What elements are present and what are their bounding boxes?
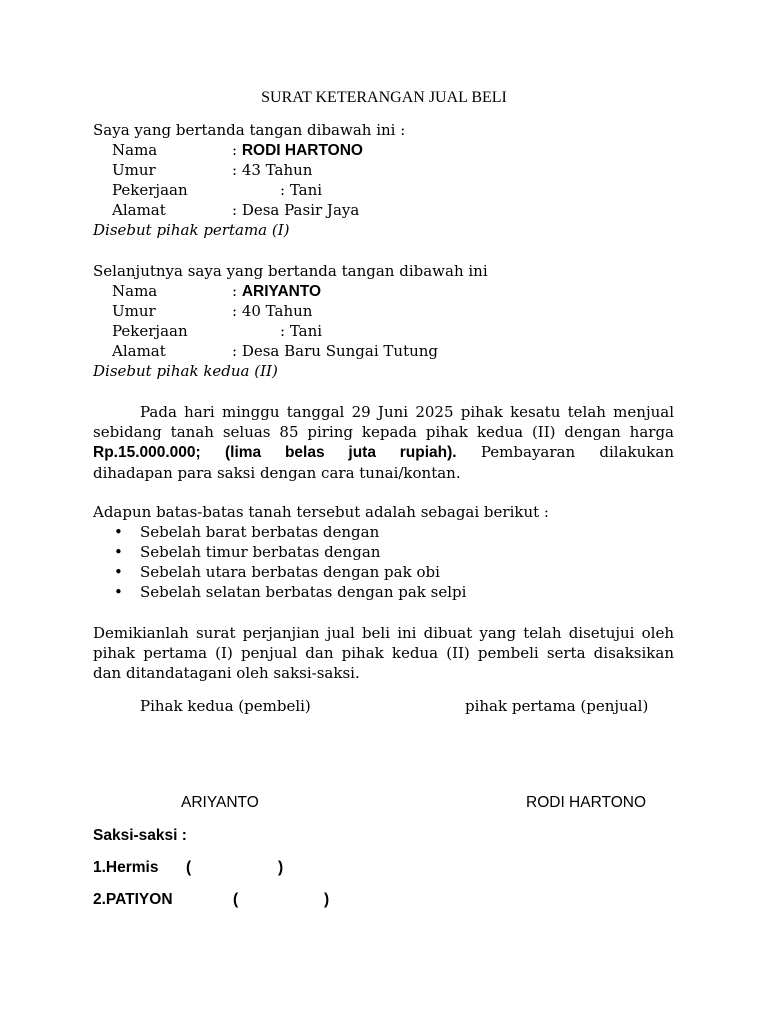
transaction-line-4: dihadapan para saksi dengan cara tunai/kontan.	[93, 464, 461, 482]
party1-age-label: Umur	[112, 161, 156, 179]
party1-name-label: Nama	[112, 141, 158, 159]
party1-age-value: : 43 Tahun	[232, 161, 313, 179]
witness-1-close-paren: )	[278, 859, 284, 876]
party2-name-field	[232, 281, 321, 302]
transaction-price-words: (lima belas juta rupiah).	[224, 444, 457, 461]
closing-paragraph	[93, 623, 674, 683]
document-title: SURAT KETERANGAN JUAL BELI	[261, 89, 507, 106]
list-item: Sebelah barat berbatas dengan	[140, 523, 380, 541]
bullet-icon: •	[114, 543, 123, 561]
transaction-payment: Pembayaran dilakukan	[480, 443, 674, 461]
party1-job-value: : Tani	[280, 181, 323, 199]
party2-job-label: Pekerjaan	[112, 322, 188, 340]
party1-job-label: Pekerjaan	[112, 181, 188, 199]
seller-signature-name: RODI HARTONO	[526, 794, 646, 811]
transaction-line-3	[93, 442, 674, 463]
buyer-signature-name: ARIYANTO	[181, 794, 259, 811]
closing-line-1: Demikianlah surat perjanjian jual beli ini dibuat yang telah disetujui oleh	[93, 624, 674, 642]
party2-age-value: : 40 Tahun	[232, 302, 313, 320]
party2-name-separator: :	[232, 282, 238, 300]
party1-intro: Saya yang bertanda tangan dibawah ini :	[93, 121, 406, 139]
party1-address-label: Alamat	[112, 201, 166, 219]
bullet-icon: •	[114, 563, 123, 581]
party2-job-value: : Tani	[280, 322, 323, 340]
party2-role: Disebut pihak kedua (II)	[93, 362, 278, 380]
party1-address-value: : Desa Pasir Jaya	[232, 201, 360, 219]
party2-address-value: : Desa Baru Sungai Tutung	[232, 342, 439, 360]
closing-line-2: pihak pertama (I) penjual dan pihak kedua (II) pembeli serta disaksikan	[93, 644, 674, 662]
transaction-line-2: sebidang tanah seluas 85 piring kepada pihak kedua (II) dengan harga	[93, 423, 674, 441]
list-item: Sebelah timur berbatas dengan	[140, 543, 381, 561]
bullet-icon: •	[114, 583, 123, 601]
bullet-icon: •	[114, 523, 123, 541]
transaction-line-1: Pada hari minggu tanggal 29 Juni 2025 pihak kesatu telah menjual	[140, 403, 674, 421]
transaction-price: Rp.15.000.000;	[93, 444, 201, 461]
buyer-signature-label: Pihak kedua (pembeli)	[140, 697, 311, 715]
list-item: Sebelah selatan berbatas dengan pak selpi	[140, 583, 467, 601]
list-item: Sebelah utara berbatas dengan pak obi	[140, 563, 440, 581]
boundaries-intro: Adapun batas-batas tanah tersebut adalah sebagai berikut :	[93, 503, 549, 521]
witness-2-close-paren: )	[324, 891, 330, 908]
witnesses-heading: Saksi-saksi :	[93, 827, 187, 844]
transaction-paragraph	[93, 402, 674, 483]
witness-1-open-paren: (	[186, 859, 192, 876]
seller-signature-label: pihak pertama (penjual)	[465, 697, 649, 715]
party2-name-label: Nama	[112, 282, 158, 300]
party1-name-separator: :	[232, 141, 238, 159]
witness-2-open-paren: (	[233, 891, 239, 908]
party2-name-value: ARIYANTO	[241, 283, 322, 300]
witness-2-name: 2.PATIYON	[93, 891, 173, 908]
party2-address-label: Alamat	[112, 342, 166, 360]
closing-line-3: dan ditandatagani oleh saksi-saksi.	[93, 664, 360, 682]
party2-age-label: Umur	[112, 302, 156, 320]
witness-1-name: 1.Hermis	[93, 859, 159, 876]
party1-name-value: RODI HARTONO	[241, 142, 363, 159]
party1-name-field	[232, 140, 363, 161]
party1-role: Disebut pihak pertama (I)	[93, 221, 290, 239]
party2-intro: Selanjutnya saya yang bertanda tangan dibawah ini	[93, 262, 488, 280]
